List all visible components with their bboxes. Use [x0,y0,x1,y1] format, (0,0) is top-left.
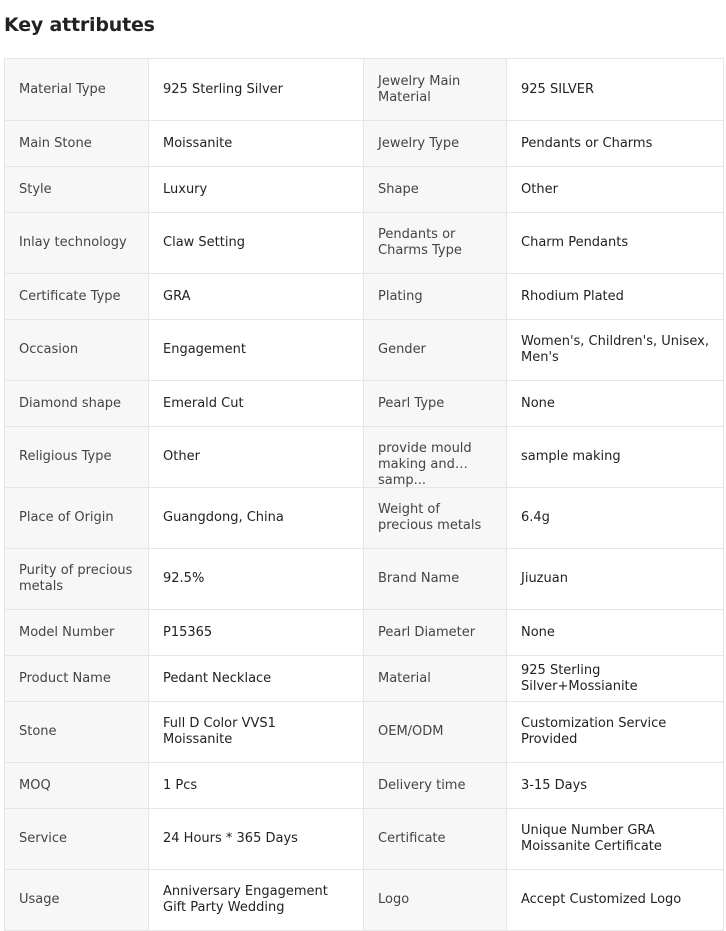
attribute-label: Product Name [5,656,149,702]
attribute-value: GRA [149,274,364,320]
attribute-label: Religious Type [5,427,149,488]
attribute-label: Material Type [5,59,149,121]
table-row [5,656,724,702]
attribute-value: Women's, Children's, Unisex, Men's [507,320,724,381]
attribute-label-text: provide mould making and samp... [378,441,472,488]
table-row [5,121,724,167]
attribute-label: Weight of precious metals [364,488,507,549]
table-row [5,427,724,488]
table-row [5,59,724,121]
attribute-label: Service [5,809,149,870]
attribute-label: Inlay technology [5,213,149,274]
attribute-value: 925 SILVER [507,59,724,121]
attribute-label: Shape [364,167,507,213]
attribute-label: Certificate [364,809,507,870]
table-row [5,809,724,870]
attribute-value: 1 Pcs [149,763,364,809]
attribute-label: Certificate Type [5,274,149,320]
attribute-value: 925 Sterling Silver+Mossianite [507,656,724,702]
attribute-value: Other [507,167,724,213]
attribute-label: Plating [364,274,507,320]
attribute-label: Jewelry Main Material [364,59,507,121]
attribute-value: Pedant Necklace [149,656,364,702]
attribute-value: Full D Color VVS1 Moissanite [149,702,364,763]
table-row [5,213,724,274]
attribute-value: Customization Service Provided [507,702,724,763]
attribute-value: Engagement [149,320,364,381]
attribute-value: Luxury [149,167,364,213]
attribute-value: 3-15 Days [507,763,724,809]
attribute-label: MOQ [5,763,149,809]
attribute-label: Pendants or Charms Type [364,213,507,274]
attribute-value: Other [149,427,364,488]
attribute-value: None [507,381,724,427]
attribute-label [364,427,507,488]
table-row [5,274,724,320]
attribute-value: Claw Setting [149,213,364,274]
table-row [5,870,724,931]
attribute-value: Charm Pendants [507,213,724,274]
attribute-value: Moissanite [149,121,364,167]
attribute-value: Emerald Cut [149,381,364,427]
attribute-value: P15365 [149,610,364,656]
section-title: Key attributes [4,14,155,36]
attribute-label: Brand Name [364,549,507,610]
attribute-value: None [507,610,724,656]
attribute-label: Place of Origin [5,488,149,549]
table-row [5,549,724,610]
attribute-label: Logo [364,870,507,931]
attribute-label: Diamond shape [5,381,149,427]
attribute-label: Occasion [5,320,149,381]
table-row [5,381,724,427]
attribute-label: OEM/ODM [364,702,507,763]
table-row [5,167,724,213]
attribute-value: 925 Sterling Silver [149,59,364,121]
attribute-label: Pearl Diameter [364,610,507,656]
key-attributes-table [4,58,724,931]
attribute-value: Jiuzuan [507,549,724,610]
table-row [5,320,724,381]
attribute-label: Main Stone [5,121,149,167]
table-row [5,763,724,809]
attribute-value: 6.4g [507,488,724,549]
attribute-label: Model Number [5,610,149,656]
attribute-value: Anniversary Engagement Gift Party Wedding [149,870,364,931]
attribute-value: Guangdong, China [149,488,364,549]
attribute-label: Gender [364,320,507,381]
attribute-value: Unique Number GRA Moissanite Certificate [507,809,724,870]
attribute-value: sample making [507,427,724,488]
attribute-value: Rhodium Plated [507,274,724,320]
attribute-value: 92.5% [149,549,364,610]
table-row [5,488,724,549]
attribute-value: 24 Hours * 365 Days [149,809,364,870]
attribute-label: Jewelry Type [364,121,507,167]
attribute-label: Pearl Type [364,381,507,427]
attribute-value: Accept Customized Logo [507,870,724,931]
table-row [5,702,724,763]
attribute-label: Usage [5,870,149,931]
attribute-label: Delivery time [364,763,507,809]
attribute-label: Stone [5,702,149,763]
attribute-label: Material [364,656,507,702]
attribute-label: Style [5,167,149,213]
table-row [5,610,724,656]
attribute-label: Purity of precious metals [5,549,149,610]
attribute-value: Pendants or Charms [507,121,724,167]
